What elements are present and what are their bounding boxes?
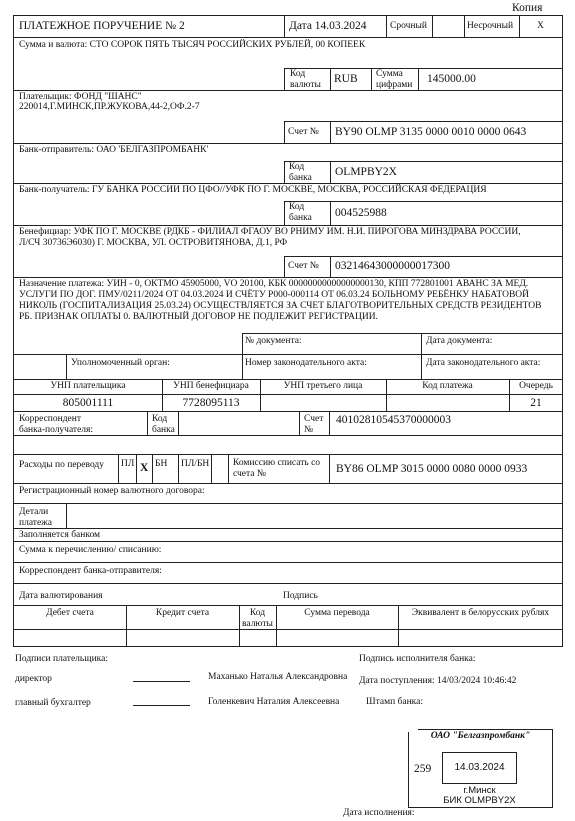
document-date: Дата 14.03.2024 [289,20,367,32]
sender-bank-code-label: Код банка [289,162,312,183]
signature-label: Подпись [283,591,318,601]
stamp-bank-name: ОАО "Белгазпромбанк" [430,731,531,741]
reg-contract-label: Регистрационный номер валютного договора: [19,486,205,496]
credit-label: Кредит счета [155,608,210,618]
unp-third-label: УНП третьего лица [283,381,363,391]
byn-equiv-label: Эквивалент в белорусских рублях [411,608,550,618]
stamp-city: г.Минск [463,785,496,796]
payer-address: 220014,Г.МИНСК,ПР.ЖУКОВА,44-2,ОФ.2-7 [19,102,200,112]
corr-sender-label: Корреспондент банка-отправителя: [19,566,162,576]
accountant-name: Голенкевич Наталия Алексеевна [208,697,340,707]
payer-name: Плательщик: ФОНД "ШАНС" [19,92,142,102]
payer-account: BY90 OLMP 3135 0000 0010 0000 0643 [335,126,527,138]
beneficiary-account-label: Счет № [288,261,319,271]
debit-label: Дебет счета [46,608,94,618]
plbn-label: ПЛ/БН [181,459,210,469]
bank-fill-label: Заполняется банком [19,530,101,540]
amount-figures: 145000.00 [427,73,476,85]
payer-signatures-label: Подписи плательщика: [15,654,108,664]
expenses-label: Расходы по переводу [19,460,105,470]
bank-stamp-label: Штамп банка: [366,697,423,707]
purpose-line-2: УСЛУГИ ПО ДОГ. ПМУ/0211/2024 ОТ 04.03.2024 И СЧЁТУ Р000-000114 ОТ 06.03.24 БОЛЬНОМУ РЕБЁНКУ НАБАТОВОЙ [19,290,529,300]
unp-payer-label: УНП плательщика [50,381,126,391]
cur-code-label: Код валюты [242,608,273,629]
purpose-line-4: РБ. ПРИЗНАК ОПЛАТЫ 0. ВАЛЮТНЫЙ ДОГОВОР НЕ ПОДЛЕЖИТ РЕГИСТРАЦИИ. [19,312,378,322]
receiver-bank-code: 004525988 [335,207,387,219]
urgent-label: Срочный [390,21,427,31]
doc-number-label: № документа: [245,336,302,346]
copy-label: Копия [512,2,543,14]
corr-bank-code-label: Код банка [152,414,175,435]
correspondent-label: Корреспондент банка-получателя: [19,414,94,435]
nonurgent-mark: X [537,21,544,31]
director-label: директор [15,674,52,684]
transfer-sum-label: Сумма перевода [304,608,370,618]
receiver-bank: Банк-получатель: ГУ БАНКА РОССИИ ПО ЦФО//УФК ПО Г. МОСКВЕ, МОСКВА, РОССИЙСКАЯ ФЕДЕРАЦИЯ [19,185,487,195]
nonurgent-label: Несрочный [467,21,514,31]
beneficiary-address: Л/СЧ 30736Э6030) Г. МОСКВА, УЛ. ОСТРОВИТЯНОВА, Д.1, РФ [19,238,288,248]
law-number-label: Номер законодательного акта: [245,358,367,368]
unp-payer: 805001111 [62,397,114,409]
details-label: Детали платежа [19,507,52,528]
commission-label: Комиссию списать со счета № [233,458,321,479]
commission-account: BY86 OLMP 3015 0000 0080 0000 0933 [336,463,528,475]
beneficiary-name: Бенефициар: УФК ПО Г. МОСКВЕ (РДКБ - ФИЛИАЛ ФГАОУ ВО РНИМУ ИМ. Н.И. ПИРОГОВА МИНЗДРАВА РОССИИ, [19,227,521,237]
stamp-date: 14.03.2024 [454,762,505,773]
corr-account-label: Счет № [304,414,324,435]
unp-benef: 7728095113 [182,397,240,409]
document-title: ПЛАТЕЖНОЕ ПОРУЧЕНИЕ № 2 [19,20,185,32]
doc-date-label: Дата документа: [426,336,493,346]
authority-label: Уполномоченный орган: [71,358,170,368]
pl-mark: X [140,462,149,474]
bank-exec-sign-label: Подпись исполнителя банка: [359,654,476,664]
stamp-number: 259 [414,763,432,775]
currency-code: RUB [334,73,358,85]
execution-date-label: Дата исполнения: [343,808,415,818]
sum-transfer-label: Сумма к перечислению/ списанию: [19,545,162,555]
bn-label: БН [155,459,168,469]
amount-figures-label: Сумма цифрами [376,69,413,90]
currency-code-label: Код валюты [290,69,321,90]
amount-words: Сумма и валюта: СТО СОРОК ПЯТЬ ТЫСЯЧ РОССИЙСКИХ РУБЛЕЙ, 00 КОПЕЕК [19,40,366,50]
purpose-line-3: НИКОЛЬ (ГОСПИТАЛИЗАЦИЯ 25.03.24) ОСУЩЕСТВЛЯЕТСЯ ЗА СЧЕТ БЛАГОТВОРИТЕЛЬНЫХ СРЕДСТВ РЕЗИДЕНТОВ [19,301,542,311]
corr-account: 40102810545370000003 [336,414,451,426]
queue-value: 21 [530,397,542,409]
stamp-bic: БИК OLMPBY2X [443,795,516,806]
pl-label: ПЛ [121,459,135,469]
purpose-line-1: Назначение платежа: УИН - 0, ОКТМО 45905000, VO 20100, КБК 00000000000000000130, КПП 772801001 АВАНС ЗА МЕД. [19,279,529,289]
value-date-label: Дата валютирования [19,591,103,601]
sender-bank: Банк-отправитель: ОАО 'БЕЛГАЗПРОМБАНК' [19,145,209,155]
queue-label: Очередь [519,381,553,391]
law-date-label: Дата законодательного акта: [426,358,541,368]
receipt-date: Дата поступления: 14/03/2024 10:46:42 [359,676,517,686]
payer-account-label: Счет № [288,127,319,137]
receiver-bank-code-label: Код банка [289,202,312,223]
director-name: Маханько Наталья Александровна [208,672,348,682]
unp-benef-label: УНП бенефициара [173,381,249,391]
sender-bank-code: OLMPBY2X [335,166,397,178]
accountant-label: главный бухгалтер [15,698,91,708]
beneficiary-account: 03214643000000017300 [335,260,450,272]
payment-code-label: Код платежа [422,381,473,391]
